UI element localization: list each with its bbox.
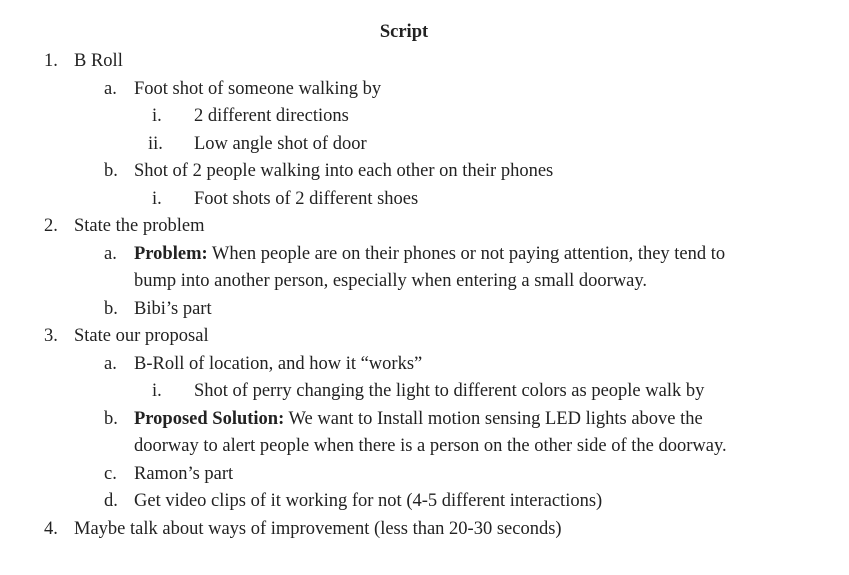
list-item: State the problem <box>74 216 205 236</box>
list-item-problem <box>134 243 725 265</box>
list-marker: i. <box>152 106 162 126</box>
list-marker: a. <box>104 354 117 374</box>
proposed-solution-label: Proposed Solution: <box>134 409 285 429</box>
list-item: Shot of 2 people walking into each other on their phones <box>134 161 554 181</box>
list-item: B-Roll of location, and how it “works” <box>134 354 423 374</box>
proposed-solution-text-line2: doorway to alert people when there is a person on the other side of the doorway. <box>134 436 727 456</box>
list-item: Shot of perry changing the light to different colors as people walk by <box>194 381 705 401</box>
list-marker: i. <box>152 381 162 401</box>
list-item: Maybe talk about ways of improvement (less than 20-30 seconds) <box>74 519 562 539</box>
list-marker: 4. <box>44 519 58 539</box>
problem-text-line1: When people are on their phones or not paying attention, they tend to <box>207 244 726 264</box>
list-marker: a. <box>104 79 117 99</box>
list-item: Foot shots of 2 different shoes <box>194 189 419 209</box>
list-item: Low angle shot of door <box>194 134 367 154</box>
list-item: Bibi’s part <box>134 299 212 319</box>
list-item: Foot shot of someone walking by <box>134 79 382 99</box>
list-item: Ramon’s part <box>134 464 234 484</box>
list-item: Get video clips of it working for not (4-5 different interactions) <box>134 491 603 511</box>
list-marker: 3. <box>44 326 58 346</box>
list-marker: 2. <box>44 216 58 236</box>
list-marker: b. <box>104 161 118 181</box>
list-marker: d. <box>104 491 118 511</box>
problem-text-line2: bump into another person, especially when entering a small doorway. <box>134 271 648 291</box>
list-marker: ii. <box>148 134 163 154</box>
list-marker: b. <box>104 299 118 319</box>
list-marker: 1. <box>44 51 58 71</box>
list-item: 2 different directions <box>194 106 349 126</box>
list-marker: i. <box>152 189 162 209</box>
list-item: State our proposal <box>74 326 209 346</box>
list-marker: b. <box>104 409 118 429</box>
list-marker: c. <box>104 464 117 484</box>
problem-label: Problem: <box>134 244 208 264</box>
document-title: Script <box>379 22 429 42</box>
list-marker: a. <box>104 244 117 264</box>
proposed-solution-text-line1: We want to Install motion sensing LED lights above the <box>284 409 703 429</box>
list-item-proposed-solution <box>134 408 703 430</box>
list-item: B Roll <box>74 51 123 71</box>
